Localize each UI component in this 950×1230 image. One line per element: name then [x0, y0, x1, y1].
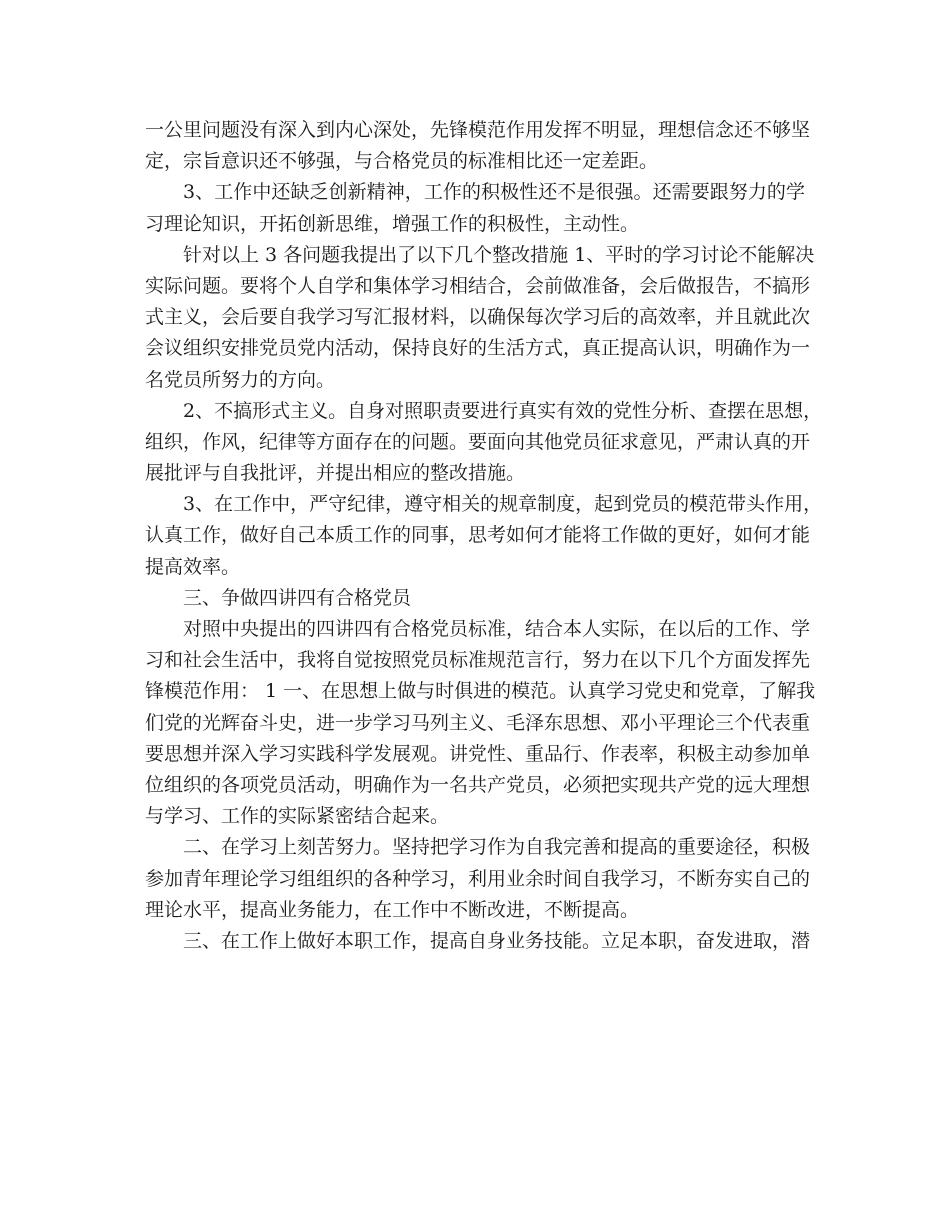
text-line: 式主义，会后要自我学习写汇报材料，以确保每次学习后的高效率，并且就此次	[145, 306, 811, 329]
text-line: 定，宗旨意识还不够强，与合格党员的标准相比还一定差距。	[145, 150, 659, 173]
text-line: 习和社会生活中，我将自觉按照党员标准规范言行，努力在以下几个方面发挥先	[145, 649, 811, 672]
text-line: 2、不搞形式主义。自身对照职责要进行真实有效的党性分析、查摆在思想，	[183, 399, 823, 422]
text-line: 3、在工作中，严守纪律，遵守相关的规章制度，起到党员的模范带头作用，	[183, 493, 823, 516]
text-line: 针对以上 3 各问题我提出了以下几个整改措施 1、平时的学习讨论不能解决	[183, 243, 815, 266]
text-line: 三、在工作上做好本职工作，提高自身业务技能。立足本职，奋发进取，潜	[183, 929, 811, 952]
text-line: 三、争做四讲四有合格党员	[183, 586, 412, 609]
text-line: 提高效率。	[145, 555, 241, 578]
text-line: 名党员所努力的方向。	[145, 368, 336, 391]
text-line: 们党的光辉奋斗史，进一步学习马列主义、毛泽东思想、邓小平理论三个代表重	[145, 711, 811, 734]
text-line: 认真工作，做好自己本质工作的同事，思考如何才能将工作做的更好，如何才能	[145, 524, 811, 547]
text-line: 组织，作风，纪律等方面存在的问题。要面向其他党员征求意见，严肃认真的开	[145, 430, 811, 453]
document-body	[145, 115, 823, 957]
text-line: 与学习、工作的实际紧密结合起来。	[145, 805, 450, 828]
text-line: 位组织的各项党员活动，明确作为一名共产党员，必须把实现共产党的远大理想	[145, 773, 811, 796]
text-line: 展批评与自我批评，并提出相应的整改措施。	[145, 462, 526, 485]
text-line: 锋模范作用： 1 一、在思想上做与时俱进的模范。认真学习党史和党章，了解我	[145, 680, 816, 703]
text-line: 实际问题。要将个人自学和集体学习相结合，会前做准备，会后做报告，不搞形	[145, 274, 811, 297]
text-line: 二、在学习上刻苦努力。坚持把学习作为自我完善和提高的重要途径，积极	[183, 836, 811, 859]
text-line: 参加青年理论学习组组织的各种学习，利用业余时间自我学习，不断夯实自己的	[145, 867, 811, 890]
text-line: 会议组织安排党员党内活动，保持良好的生活方式，真正提高认识，明确作为一	[145, 337, 811, 360]
text-line: 习理论知识，开拓创新思维，增强工作的积极性，主动性。	[145, 212, 640, 235]
text-line: 理论水平，提高业务能力，在工作中不断改进，不断提高。	[145, 898, 640, 921]
text-line: 一公里问题没有深入到内心深处，先锋模范作用发挥不明显，理想信念还不够坚	[145, 119, 811, 141]
text-line: 要思想并深入学习实践科学发展观。讲党性、重品行、作表率，积极主动参加单	[145, 742, 811, 765]
text-line: 对照中央提出的四讲四有合格党员标准，结合本人实际，在以后的工作、学	[183, 618, 811, 640]
text-line: 3、工作中还缺乏创新精神，工作的积极性还不是很强。还需要跟努力的学	[183, 181, 805, 204]
